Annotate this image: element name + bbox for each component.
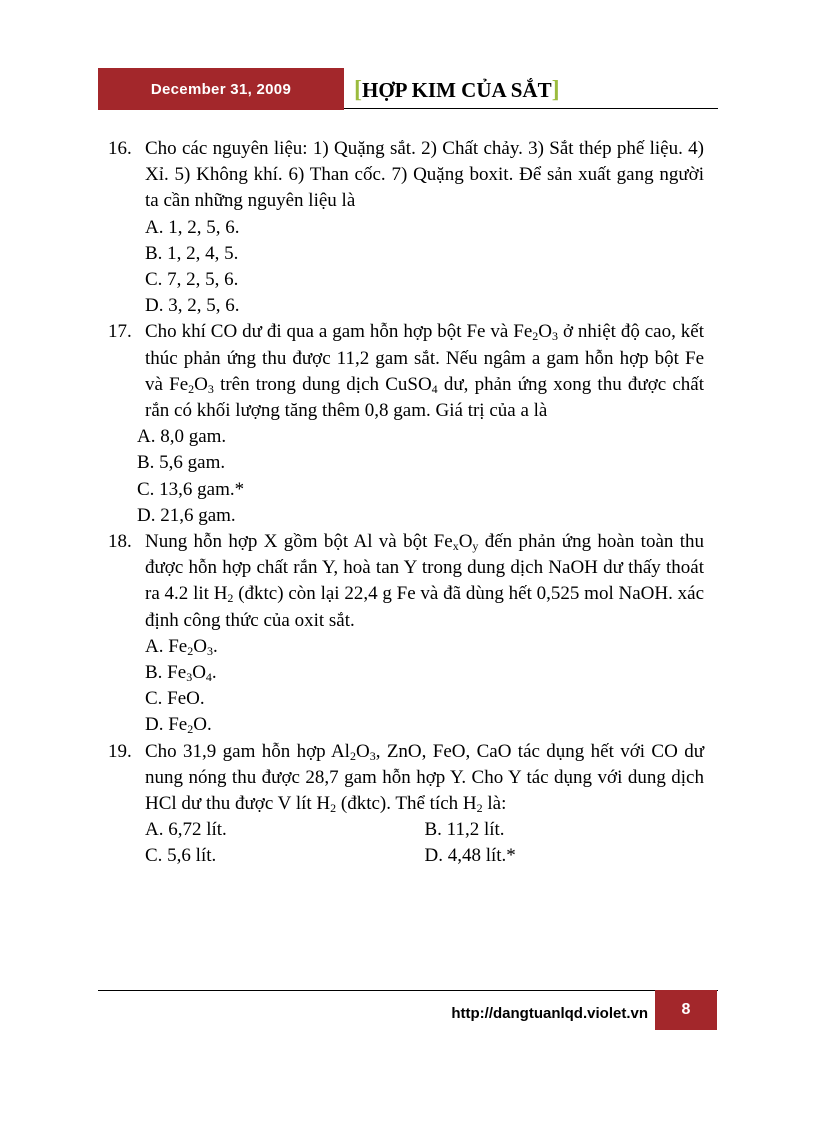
option-c: C. 7, 2, 5, 6. <box>145 269 239 291</box>
text-run: (đktc) còn lại 22,4 g Fe và đã dùng hết 0,525 mol NaOH. xác định công thức của oxit sắt. <box>145 583 704 631</box>
header-bracket-open: [ <box>354 76 362 103</box>
text-run: , ZnO, FeO, CaO tác dụng hết với CO dư nung nóng thu được 28,7 gam hỗn hợp Y. Cho Y tác dụng với dung dịch HCl dư thu được V lít H <box>145 740 704 815</box>
text-run: O <box>355 740 370 762</box>
text-run: O <box>194 373 208 395</box>
text-run: D. Fe <box>145 714 188 736</box>
subscript: x <box>452 539 459 554</box>
question-17-options <box>108 424 704 529</box>
header-bracket-close: ] <box>551 76 560 103</box>
header-rule <box>344 108 718 109</box>
header-title <box>354 74 560 106</box>
question-text <box>145 529 704 634</box>
question-text <box>145 319 704 424</box>
text-run: O <box>192 662 206 684</box>
question-19-options-row-2 <box>108 843 704 869</box>
question-18-options <box>108 634 704 739</box>
footer-rule <box>98 990 718 991</box>
subscript: 2 <box>330 801 337 816</box>
question-16-options <box>108 215 704 320</box>
option-d: D. 4,48 lít.* <box>424 845 516 867</box>
option-b: B. 1, 2, 4, 5. <box>145 242 239 264</box>
subscript: 3 <box>186 670 193 685</box>
question-number: 16. <box>108 138 132 159</box>
text-run: (đktc). Thể tích H <box>336 793 477 815</box>
subscript: 2 <box>188 381 195 396</box>
option-b: B. 5,6 gam. <box>137 452 226 474</box>
subscript: y <box>472 539 479 554</box>
option-a: A. 8,0 gam. <box>137 426 227 448</box>
subscript: 2 <box>187 643 194 658</box>
text-run: Cho khí CO dư đi qua a gam hỗn hợp bột Fe và Fe <box>145 321 533 343</box>
option-d <box>108 712 704 738</box>
option-b <box>108 660 704 686</box>
text-run: . <box>211 662 217 684</box>
text-run: O <box>538 321 553 343</box>
option-d: D. 21,6 gam. <box>137 504 236 526</box>
option-b: B. 11,2 lít. <box>424 819 505 841</box>
subscript: 3 <box>552 329 559 344</box>
question-text: Cho các nguyên liệu: 1) Quặng sắt. 2) Chất chảy. 3) Sắt thép phế liệu. 4) Xỉ. 5) Không khí. 6) Than cốc. 7) Quặng boxit. Để sản xuất gang người ta cần những nguyên liệu là <box>145 138 704 212</box>
text-run: dư, phản ứng xong thu được chất rắn có khối lượng tăng thêm 0,8 gam. Giá trị của a là <box>145 373 705 422</box>
option-c <box>108 686 704 712</box>
subscript: 2 <box>532 329 539 344</box>
text-run: là: <box>482 793 507 815</box>
header-title-text: HỢP KIM CỦA SẮT <box>362 77 552 102</box>
footer-url: http://dangtuanlqd.violet.vn <box>451 1004 648 1022</box>
text-run: trên trong dung dịch CuSO <box>213 373 432 395</box>
option-c: C. 5,6 lít. <box>145 845 217 867</box>
text-run: đến phản ứng hoàn toàn thu được hỗn hợp chất rắn Y, hoà tan Y trong dung dịch NaOH dư thấy thoát ra 4.2 lit H <box>145 531 704 605</box>
text-run: . <box>212 635 218 657</box>
question-18 <box>108 529 704 634</box>
subscript: 2 <box>227 591 234 606</box>
text-run: C. FeO. <box>145 688 205 710</box>
page-number: 8 <box>655 990 717 1030</box>
subscript: 2 <box>349 748 356 763</box>
subscript: 3 <box>369 748 376 763</box>
subscript: 2 <box>476 801 483 816</box>
subscript: 2 <box>187 722 194 737</box>
option-a <box>108 634 704 660</box>
option-c: C. 13,6 gam.* <box>137 478 245 500</box>
text-run: Nung hỗn hợp X gồm bột Al và bột Fe <box>145 531 453 553</box>
option-a: A. 6,72 lít. <box>145 819 227 841</box>
question-16 <box>108 136 704 215</box>
question-list <box>108 136 704 870</box>
question-text <box>145 739 704 818</box>
text-run: O. <box>193 714 212 736</box>
text-run: Cho 31,9 gam hỗn hợp Al <box>145 740 350 762</box>
subscript: 4 <box>205 670 212 685</box>
question-17 <box>108 319 704 424</box>
question-number: 18. <box>108 531 132 553</box>
text-run: ở nhiệt độ cao, kết thúc phản ứng thu được 11,2 gam sắt. Nếu ngâm a gam hỗn hợp bột Fe và Fe <box>145 321 705 395</box>
question-19-options-row-1 <box>108 817 704 843</box>
option-a: A. 1, 2, 5, 6. <box>145 216 240 238</box>
text-run: O <box>458 531 473 553</box>
subscript: 3 <box>207 381 214 396</box>
question-number: 17. <box>108 321 132 343</box>
option-d: D. 3, 2, 5, 6. <box>145 295 240 317</box>
subscript: 3 <box>206 643 213 658</box>
text-run: A. Fe <box>145 635 188 657</box>
question-number: 19. <box>108 740 132 762</box>
question-19 <box>108 739 704 818</box>
subscript: 4 <box>431 381 438 396</box>
text-run: B. Fe <box>145 662 187 684</box>
text-run: O <box>193 635 207 657</box>
header-date: December 31, 2009 <box>98 68 344 110</box>
